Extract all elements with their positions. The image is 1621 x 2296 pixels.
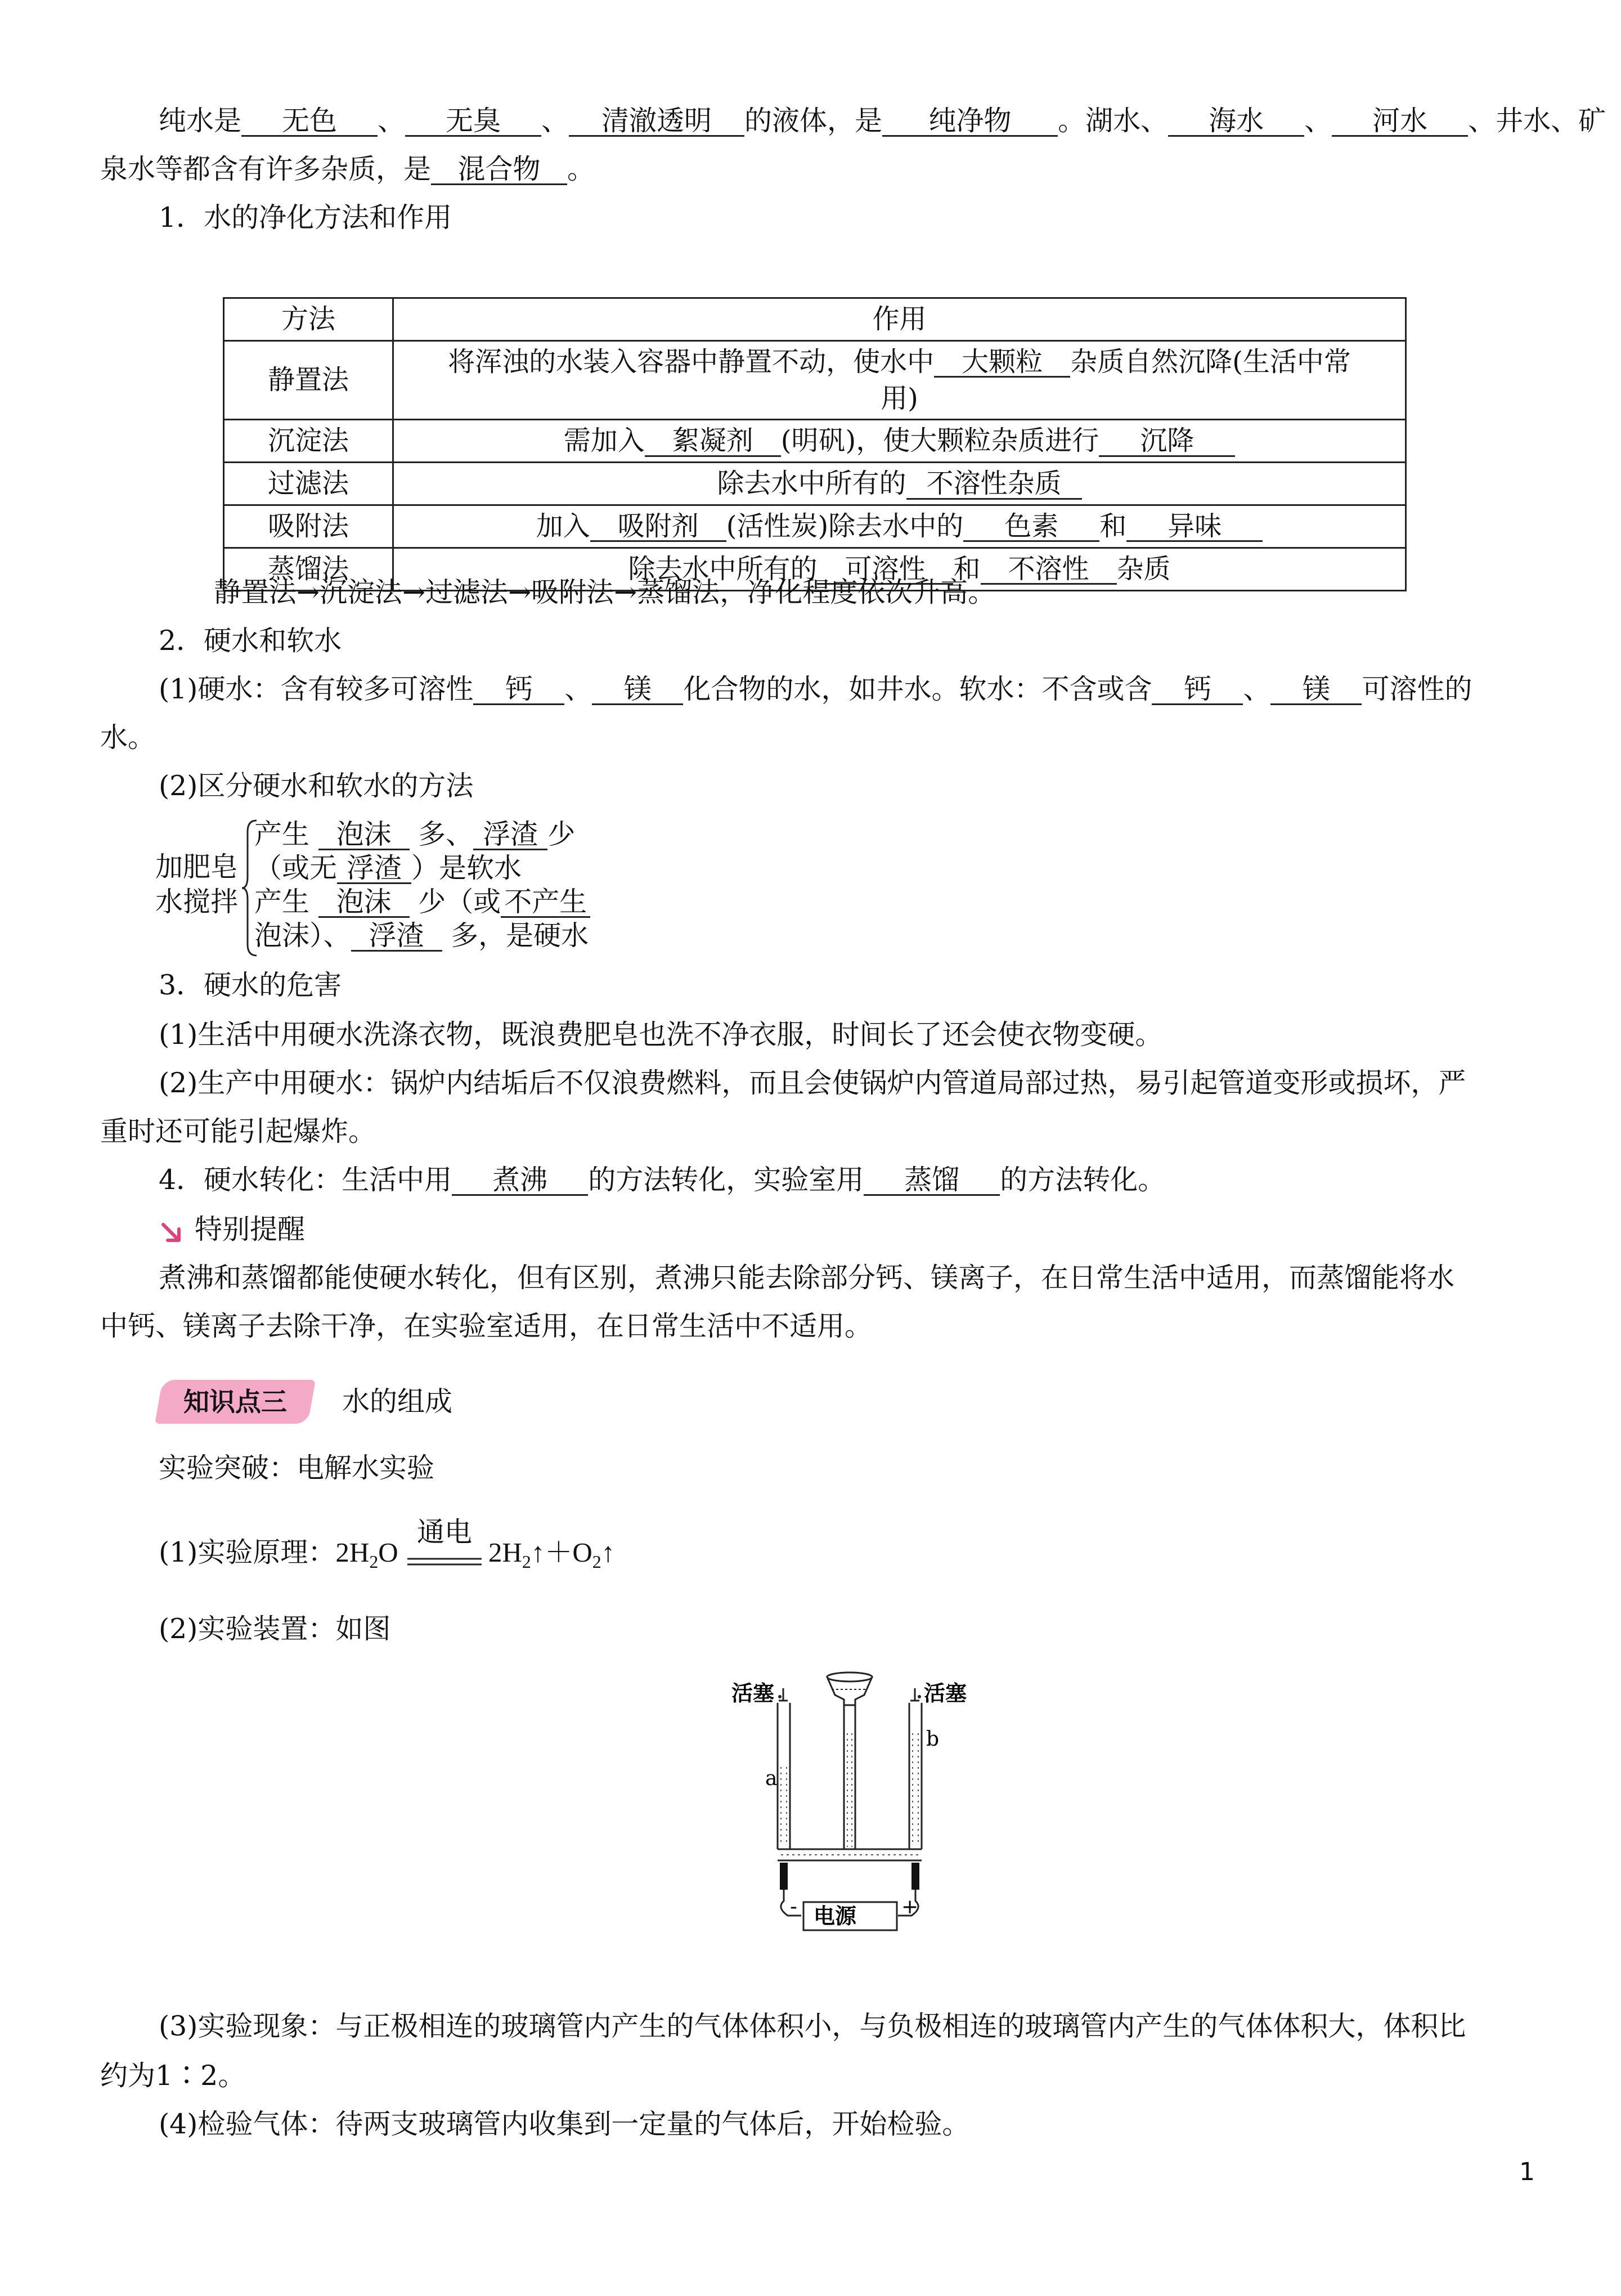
section-2-title: 2．硬水和软水 xyxy=(159,625,342,657)
phenomenon-line-2: 约为1∶2。 xyxy=(100,2060,246,2092)
brace-line-1: 产生 泡沫 多、 浮渣 少 xyxy=(254,818,576,850)
harm-1: (1)生活中用硬水洗涤衣物，既浪费肥皂也洗不净衣服，时间长了还会使衣物变硬。 xyxy=(159,1019,1163,1051)
positive-terminal-label: + xyxy=(901,1895,919,1918)
negative-terminal-label: - xyxy=(790,1895,797,1918)
tube-a-label: a xyxy=(765,1767,778,1790)
knowledge-point-badge: 知识点三 xyxy=(155,1380,316,1424)
stopcock-right-icon xyxy=(910,1688,921,1701)
effect-cell: 将浑浊的水装入容器中静置不动，使水中 大颗粒 杂质自然沉降(生活中常 用) xyxy=(393,340,1406,420)
distinguish-title: (2)区分硬水和软水的方法 xyxy=(159,770,474,802)
equation-lhs: $2H_2O$ xyxy=(335,1537,398,1572)
blank-mixture: 混合物 xyxy=(431,155,567,185)
test-gas-line: (4)检验气体：待两支玻璃管内收集到一定量的气体后，开始检验。 xyxy=(159,2108,970,2140)
method-cell: 蒸馏法 xyxy=(224,548,393,590)
effect-cell: 需加入 絮凝剂 (明矾)，使大颗粒杂质进行 沉降 xyxy=(393,420,1406,463)
effect-cell: 除去水中所有的 不溶性杂质 xyxy=(393,463,1406,505)
table-row xyxy=(224,340,1406,420)
electrode-right xyxy=(911,1863,919,1890)
blank-clear: 清澈透明 xyxy=(569,106,744,137)
reaction-condition: 通电 xyxy=(416,1516,472,1548)
funnel-icon xyxy=(827,1672,872,1705)
blank-pure: 纯净物 xyxy=(882,106,1058,137)
page-number: 1 xyxy=(1519,2158,1535,2186)
table-note: 静置法→沉淀法→过滤法→吸附法→蒸馏法，净化程度依次升高。 xyxy=(214,576,996,608)
equals-bar-icon xyxy=(406,1555,483,1569)
intro-line-2: 泉水等都含有许多杂质，是 混合物 。 xyxy=(100,153,595,185)
knowledge-point-title: 水的组成 xyxy=(342,1385,453,1418)
method-cell: 吸附法 xyxy=(224,505,393,548)
power-supply-label: 电源 xyxy=(814,1904,857,1929)
purification-table xyxy=(223,297,1407,591)
experiment-title: 实验突破：电解水实验 xyxy=(159,1452,435,1484)
stopcock-left-icon xyxy=(778,1688,788,1701)
section-1-title: 1．水的净化方法和作用 xyxy=(159,201,452,234)
effect-cell: 除去水中所有的 可溶性 和 不溶性 杂质 xyxy=(393,548,1406,590)
section-3-title: 3．硬水的危害 xyxy=(159,969,342,1001)
blank-river-water: 河水 xyxy=(1332,106,1468,137)
electrolysis-apparatus-diagram xyxy=(731,1666,968,1936)
tip-line-2: 中钙、镁离子去除干净，在实验室适用，在日常生活中不适用。 xyxy=(100,1310,873,1342)
intro-line-1: 纯水是 无色 、 无臭 、 清澈透明 的液体，是 纯净物 。湖水、 海水 、 河水 、井水、矿 xyxy=(159,105,1606,137)
harm-2b: 重时还可能引起爆炸。 xyxy=(100,1115,376,1147)
effect-cell: 加入 吸附剂 (活性炭)除去水中的 色素 和 异味 xyxy=(393,505,1406,548)
header-method: 方法 xyxy=(224,298,393,341)
equation-rhs: $2H_2↑+O_2↑$ xyxy=(488,1537,616,1572)
hard-water-line-2: 水。 xyxy=(100,721,156,754)
electrode-left xyxy=(780,1863,788,1890)
blank-sea-water: 海水 xyxy=(1168,106,1304,137)
table-row xyxy=(224,463,1406,505)
stopcock-left-label: 活塞 xyxy=(731,1681,775,1706)
soap-label-1: 加肥皂 xyxy=(155,851,239,883)
method-cell: 沉淀法 xyxy=(224,420,393,463)
hard-water-line-1: (1)硬水：含有较多可溶性 钙 、 镁 化合物的水，如井水。软水：不含或含 钙 、 镁 可溶性的 xyxy=(159,673,1472,705)
header-effect: 作用 xyxy=(393,298,1406,341)
blank-odorless: 无臭 xyxy=(405,106,541,137)
method-cell: 静置法 xyxy=(224,340,393,420)
brace-line-2: （或无 浮渣 ）是软水 xyxy=(254,852,522,884)
table-row xyxy=(224,505,1406,548)
arrow-down-right-icon xyxy=(159,1220,185,1246)
principle-line: (1)实验原理：$2H_2O$ xyxy=(159,1536,398,1572)
section-4: 4．硬水转化：生活中用 煮沸 的方法转化，实验室用 蒸馏 的方法转化。 xyxy=(159,1164,1166,1196)
brace-line-3: 产生 泡沫 少（或 不产生 xyxy=(254,886,590,919)
blank-colorless: 无色 xyxy=(241,106,378,137)
method-cell: 过滤法 xyxy=(224,463,393,505)
apparatus-line: (2)实验装置：如图 xyxy=(159,1613,391,1645)
tip-title: 特别提醒 xyxy=(195,1213,306,1245)
phenomenon-line-1: (3)实验现象：与正极相连的玻璃管内产生的气体体积小，与负极相连的玻璃管内产生的气体体积大，体积比 xyxy=(159,2010,1466,2042)
brace-line-4: 泡沫）、 浮渣 多，是硬水 xyxy=(254,920,589,952)
table-row xyxy=(224,420,1406,463)
harm-2a: (2)生产中用硬水：锅炉内结垢后不仅浪费燃料，而且会使锅炉内管道局部过热，易引起管道变形或损坏，严 xyxy=(159,1067,1466,1099)
stopcock-right-label: 活塞 xyxy=(924,1681,967,1706)
tip-line-1: 煮沸和蒸馏都能使硬水转化，但有区别，煮沸只能去除部分钙、镁离子，在日常生活中适用，而蒸馏能将水 xyxy=(159,1262,1455,1294)
soap-label-2: 水搅拌 xyxy=(155,886,239,918)
tube-b-label: b xyxy=(926,1728,940,1751)
table-header-row xyxy=(224,298,1406,341)
